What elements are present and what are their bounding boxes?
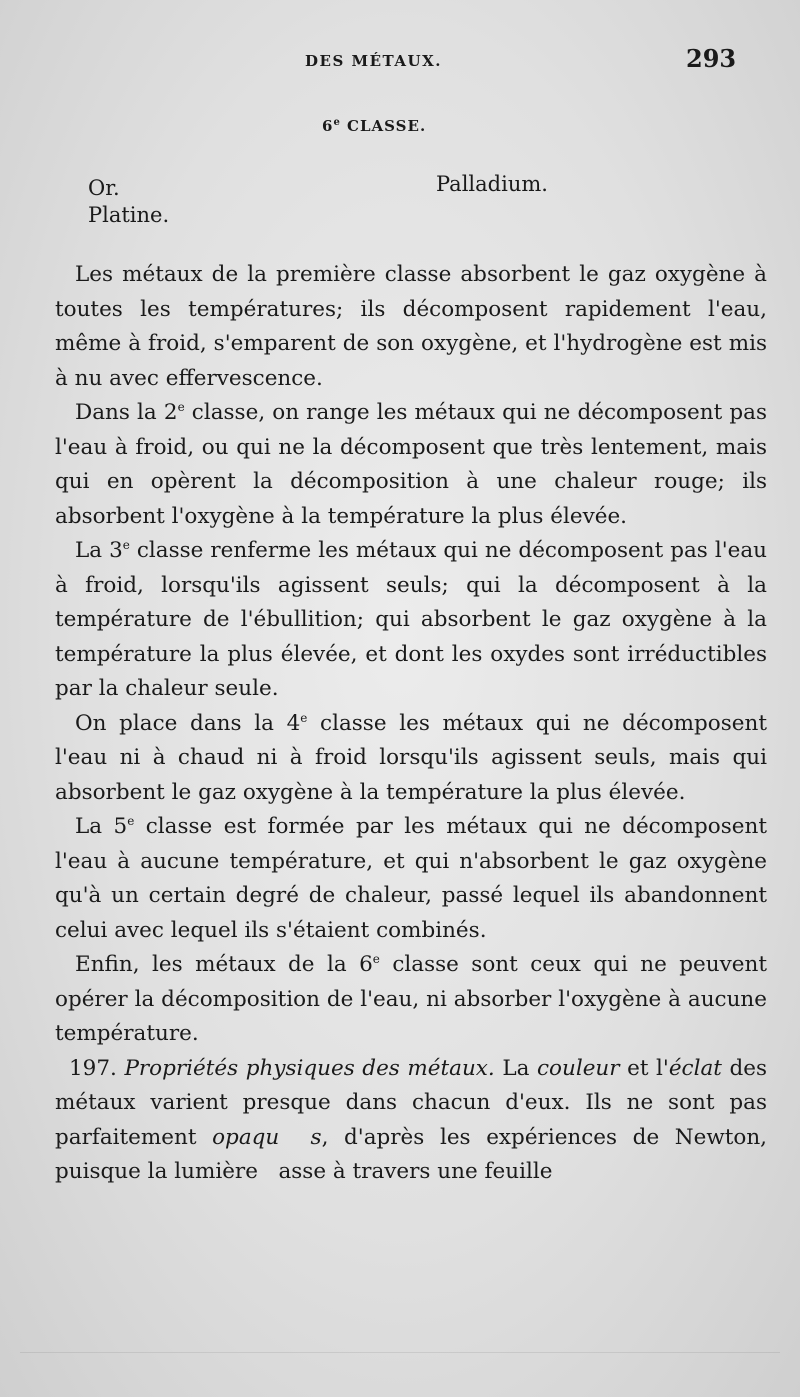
class-number-suffix: e <box>333 117 341 128</box>
ordinal-suffix: e <box>122 537 130 552</box>
metal-platine: Platine. <box>88 203 170 227</box>
print-gap <box>279 1125 310 1150</box>
paragraph-text: des métaux varient presque dans chacun d'eux. Ils ne sont pas parfaitement <box>55 1055 767 1150</box>
ordinal-suffix: e <box>127 813 135 828</box>
paragraph-text: classe les métaux qui ne décomposent l'eau ni à chaud ni à froid lorsqu'ils agissent seuls, mais qui absorbent le gaz oxygène à la température la plus élevée. <box>55 710 767 805</box>
paragraph-text: Dans la 2 <box>75 400 178 425</box>
paragraph-text: classe sont ceux qui ne peuvent opérer la décomposition de l'eau, ni absorber l'oxygène à aucune température. <box>55 952 767 1046</box>
ordinal-suffix: e <box>300 710 308 725</box>
body-text <box>55 258 767 1190</box>
paragraph-class-3 <box>55 534 767 707</box>
paragraph-class-1 <box>55 258 767 396</box>
page-number: 293 <box>686 44 737 73</box>
italic-term: s <box>310 1124 322 1150</box>
metal-or: Or. <box>88 176 120 200</box>
italic-term: éclat <box>668 1055 722 1081</box>
paragraph-text: La <box>494 1055 537 1081</box>
running-head: DES MÉTAUX. <box>305 52 442 70</box>
paragraph-text: asse à travers une feuille <box>278 1159 553 1184</box>
bleed-through-line <box>20 1352 780 1353</box>
paragraph-text: Les métaux de la première classe absorbent le gaz oxygène à toutes les températures; ils décomposent rapidement l'eau, même à froid, s'emparent de son oxygène, et l'hydrogène est mis à nu avec effervescence. <box>55 262 767 391</box>
class-label: CLASSE. <box>347 117 427 135</box>
paragraph-text: classe renferme les métaux qui ne décomposent pas l'eau à froid, lorsqu'ils agissent seuls; qui la décomposent à la température de l'ébullition; qui absorbent le gaz oxygène à la température la plus élevée, et dont les oxydes sont irréductibles par la chaleur seule. <box>55 538 767 701</box>
ordinal-suffix: e <box>372 951 380 966</box>
section-heading: Propriétés physiques des métaux. <box>124 1055 495 1081</box>
section-number: 197. <box>69 1055 117 1081</box>
paragraph-text: On place dans la 4 <box>75 710 301 736</box>
paragraph-text: , d'après les expériences de Newton, puisque la lumière <box>55 1124 768 1184</box>
paragraph-class-6 <box>55 948 767 1052</box>
italic-term: opaqu <box>212 1124 280 1150</box>
print-gap <box>265 1159 279 1184</box>
paragraph-text: classe, on range les métaux qui ne décomposent pas l'eau à froid, ou qui ne la décomposent que très lentement, mais qui en opèrent la décomposition à une chaleur rouge; ils absorbent l'oxygène à la température la plus élevée. <box>55 400 767 529</box>
paragraph-class-2 <box>55 396 767 534</box>
paragraph-text: Enfin, les métaux de la 6 <box>75 952 373 977</box>
class-number: 6 <box>322 117 334 135</box>
paragraph-text: classe est formée par les métaux qui ne décomposent l'eau à aucune température, et qui n'absorbent le gaz oxygène qu'à un certain degré de chaleur, passé lequel ils abandonnent celui avec lequel ils s'étaient combinés. <box>55 814 767 943</box>
section-title <box>322 117 426 135</box>
paragraph-class-5 <box>55 810 767 948</box>
paragraph-text: et l' <box>619 1055 669 1081</box>
paragraph-class-4 <box>55 707 767 811</box>
italic-term: couleur <box>536 1055 620 1081</box>
paragraph-197 <box>55 1052 767 1190</box>
paragraph-text: La 5 <box>75 814 128 839</box>
paragraph-text: La 3 <box>75 538 123 563</box>
page-header <box>0 44 800 84</box>
ordinal-suffix: e <box>177 399 185 414</box>
metal-palladium: Palladium. <box>436 172 548 196</box>
